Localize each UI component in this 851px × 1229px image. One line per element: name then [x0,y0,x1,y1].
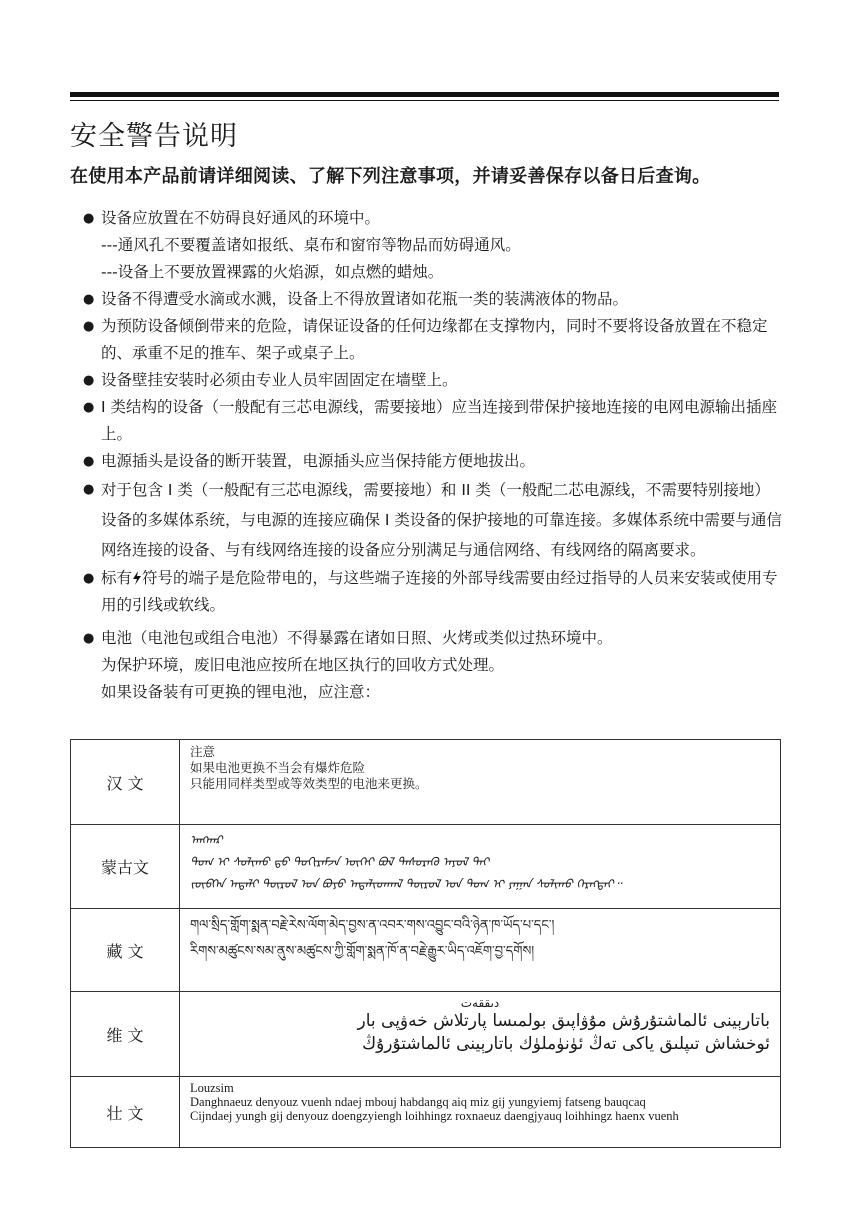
lightning-bolt-icon [132,571,142,585]
item-text: 为预防设备倾倒带来的危险，请保证设备的任何边缘都在支撑物内，同时不要将设备放置在不稳定的、承重不足的推车、架子或桌子上。 [101,317,768,362]
battery-warning-table [70,739,781,1148]
text-line: 注意 [190,744,216,759]
list-item [83,448,783,475]
text-line: 只能用同样类型或等效类型的电池来更换。 [190,776,428,791]
list-item [83,313,783,367]
table-row [71,825,781,909]
list-item [83,394,783,448]
text-line: གལ་སྲིད་གློག་སྨན་བརྗེ་རེས་ལོག་མེད་བྱས་ན་འབར་གས་འབྱུང་བའི་ཉེན་ཁ་ཡོད་པ་དང་། [190,918,555,933]
list-subitem: 如果设备装有可更换的锂电池，应注意： [101,683,381,701]
text-line: རིགས་མཚུངས་སམ་ནུས་མཚུངས་ཀྱི་གློག་སྨན་ཁོ་ན་བརྗེ་རྒྱུར་ཡིད་འཇོག་བྱ་དགོས། [190,944,535,959]
text-line: ᠠᠩᠬᠠᠷ [190,833,223,847]
list-item [83,625,783,652]
list-item [83,286,783,313]
top-rule-thick [70,92,779,97]
list-item [83,367,783,394]
warning-text-mn [180,825,781,909]
bullet-icon: ● [83,631,95,646]
language-name: 壮 文 [71,1077,180,1148]
language-name: 维 文 [71,992,180,1077]
list-subitem: ---通风孔不要覆盖诸如报纸、桌布和窗帘等物品而妨碍通风。 [101,236,521,254]
warning-text-ug [180,992,781,1077]
bullet-icon: ● [83,211,95,226]
text-line: 如果电池更换不当会有爆炸危险 [190,760,366,775]
text-line: Louzsim [190,1081,234,1095]
table-row [71,1077,781,1148]
page-subtitle: 在使用本产品前请详细阅读、了解下列注意事项，并请妥善保存以备日后查询。 [70,166,711,187]
list-item [83,565,783,619]
list-subitem: ---设备上不要放置裸露的火焰源，如点燃的蜡烛。 [101,263,444,281]
warning-list [83,205,783,706]
list-item [83,205,783,232]
bullet-icon: ● [83,482,95,497]
item-text: I 类结构的设备（一般配有三芯电源线，需要接地）应当连接到带保护接地连接的电网电源输出插座上。 [101,398,778,443]
text-line: Danghnaeuz denyouz vuenh ndaej mbouj habdangq aiq miz gij yungyiemj fatseng bauqcaq [190,1095,646,1109]
bullet-icon: ● [83,571,95,586]
top-rule-thin [70,100,779,101]
text-line: دىققەت [460,996,500,1010]
item-text: 电源插头是设备的断开装置，电源插头应当保持能方便地拔出。 [101,452,536,470]
language-name: 汉 文 [71,740,180,825]
text-line: باتارېينى ئالماشتۇرۇش مۇۋاپىق بولمىسا پارتلاش خەۋپى بار [357,1011,770,1031]
table-row [71,740,781,825]
table-row [71,909,781,992]
item-text: 电池（电池包或组合电池）不得暴露在诸如日照、火烤或类似过热环境中。 [101,629,613,647]
language-name: 藏 文 [71,909,180,992]
text-line: ᠲᠣᠭ ᠢ ᠰᠣᠯᠢᠬᠤ ᠳ᠋ᠤ ᠲᠣᠬᠢᠷᠠᠮᠵᠠ ᠦᠭᠡᠢ ᠪᠣᠯ ᠲᠡᠰᠦᠷᠡᠬᠦ ᠠᠶᠤᠯ ᠲᠠᠢ [190,855,489,869]
page-title: 安全警告说明 [70,121,238,152]
item-text: 符号的端子是危险带电的，与这些端子连接的外部导线需要由经过指导的人员来安装或使用专用的引线或软线。 [101,569,778,614]
text-line: ᠵᠦᠪᠬᠡᠨ ᠠᠳᠠᠯᠢ ᠲᠥᠷᠥᠯ ᠤᠨ ᠪᠤᠶᠤ ᠠᠳᠠᠯᠢᠳᠬᠠᠯ ᠲᠥᠷᠥᠯ ᠤᠨ ᠲᠣᠭ ᠢ ᠶᠠᠭᠠᠨ ᠰᠣᠯᠢᠬᠤ ᠬᠡᠷᠡᠭᠲᠡᠢ᠃ [190,877,622,891]
text-line: Cijndaej yungh gij denyouz doengzyiengh loihhingz roxnaeuz daengjyauq loihhingz haenx vuenh [190,1109,679,1123]
warning-text-za [180,1077,781,1148]
item-text: 设备壁挂安装时必须由专业人员牢固固定在墙壁上。 [101,371,458,389]
table-row [71,992,781,1077]
text-line: ئوخشاش تىپلىق ياكى تەڭ ئۈنۈملۈك باتارېينى ئالماشتۇرۇڭ [362,1034,770,1054]
item-text: 设备不得遭受水滴或水溅，设备上不得放置诸如花瓶一类的装满液体的物品。 [101,290,629,308]
warning-text-zh [180,740,781,825]
item-text: 标有 [101,569,133,587]
bullet-icon: ● [83,292,95,307]
list-item [83,475,783,565]
language-name: 蒙古文 [71,825,180,909]
warning-text-bo [180,909,781,992]
item-text: 对于包含 I 类（一般配有三芯电源线，需要接地）和 II 类（一般配二芯电源线，不需要特别接地）设备的多媒体系统，与电源的连接应确保 I 类设备的保护接地的可靠连接。多媒体系统中需要与通信网络连接的设备、与有线网络连接的设备应分别满足与通信网络、有线网络的隔离要求。 [101,481,782,559]
item-text: 设备应放置在不妨碍良好通风的环境中。 [101,209,381,227]
bullet-icon: ● [83,373,95,388]
list-subitem: 为保护环境，废旧电池应按所在地区执行的回收方式处理。 [101,656,505,674]
bullet-icon: ● [83,400,95,415]
bullet-icon: ● [83,319,95,334]
bullet-icon: ● [83,454,95,469]
